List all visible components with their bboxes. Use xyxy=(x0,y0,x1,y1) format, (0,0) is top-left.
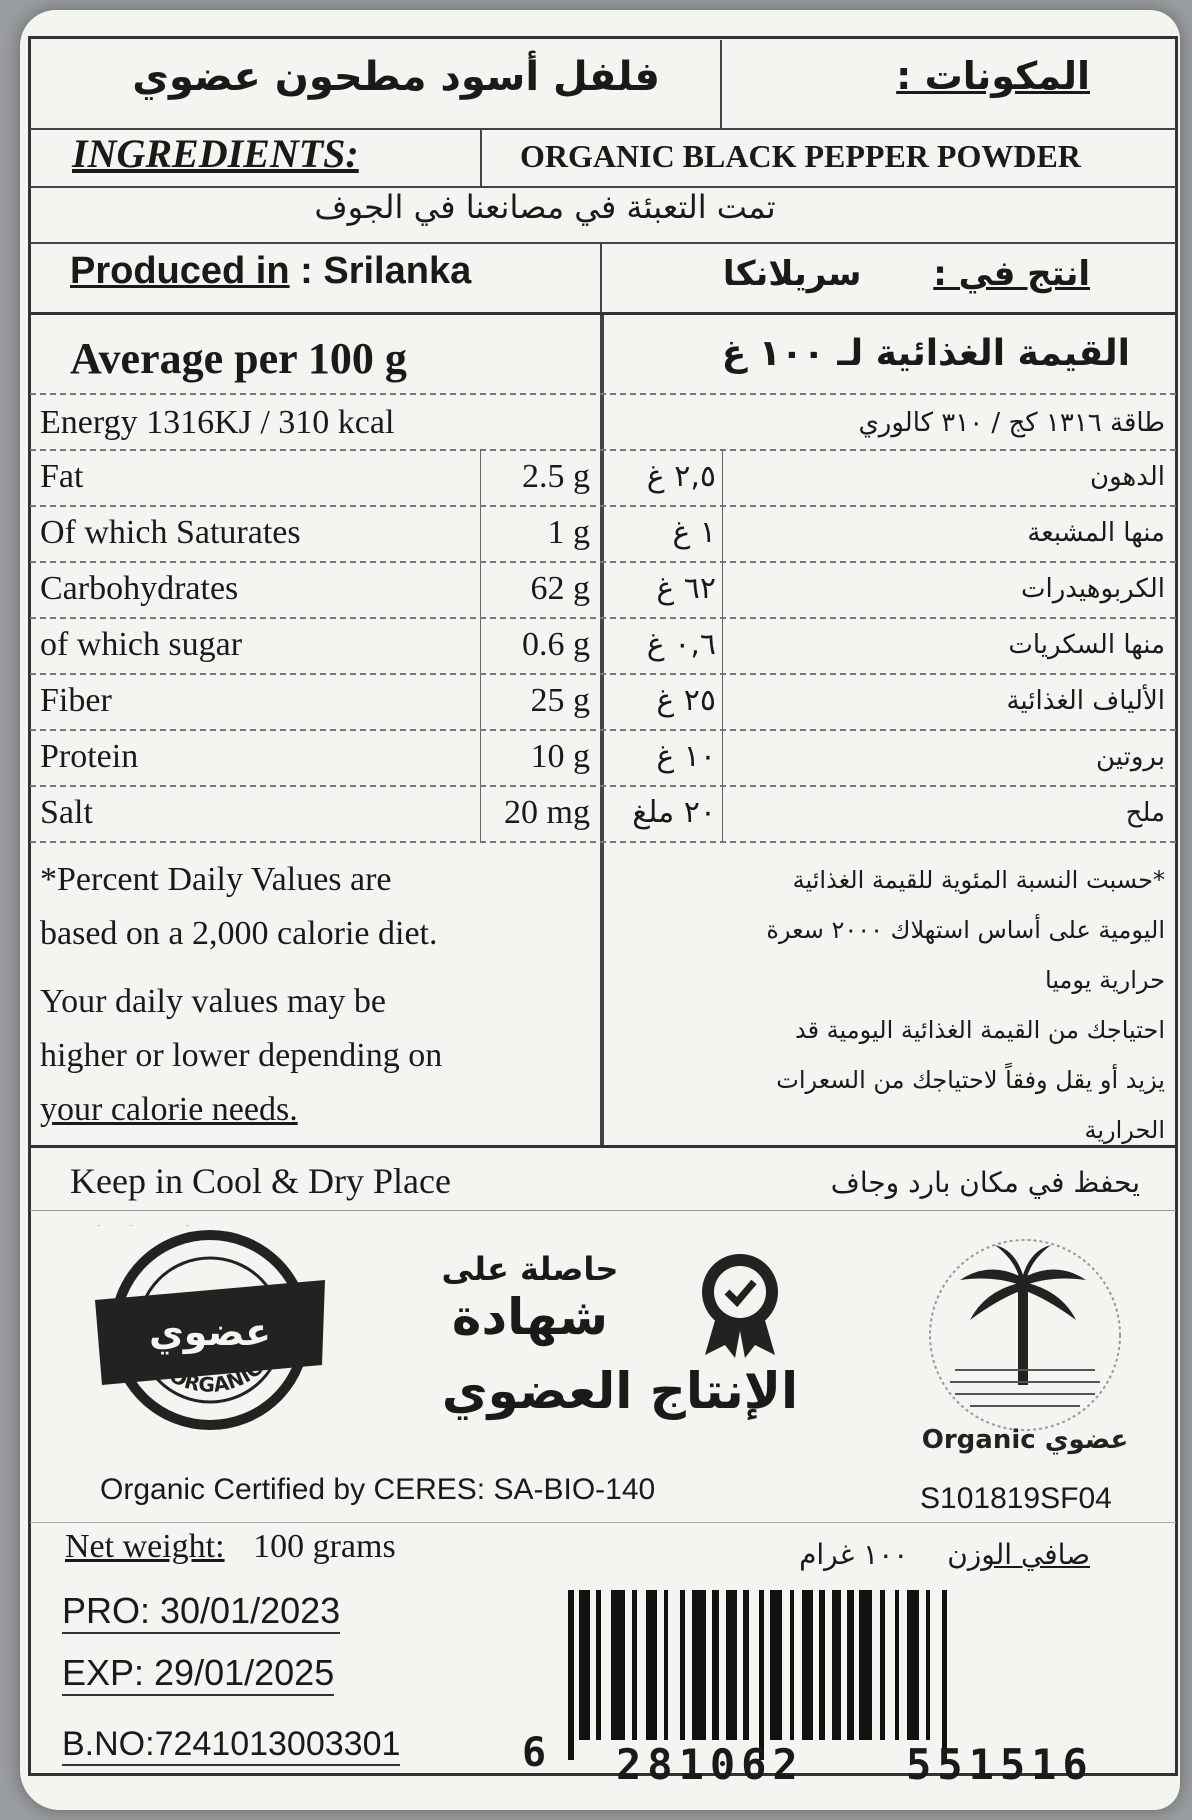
nutrition-row xyxy=(30,785,1176,841)
nutrient-value-ar: ٠,٦ غ xyxy=(646,627,716,662)
batch-number: B.NO:7241013003301 xyxy=(62,1725,400,1766)
production-date: PRO: 30/01/2023 xyxy=(62,1590,340,1634)
organic-seal-logo xyxy=(90,1225,330,1435)
certification-code: S101819SF04 xyxy=(920,1482,1112,1515)
nutrition-row xyxy=(30,561,1176,617)
produced-label-en: Produced in xyxy=(70,250,290,292)
nutrition-row xyxy=(30,449,1176,505)
produced-value-en: : Srilanka xyxy=(300,250,472,292)
barcode-bar xyxy=(802,1590,813,1740)
barcode-bar xyxy=(926,1590,930,1740)
nutrient-name-en: Fat xyxy=(40,458,84,495)
energy-ar: طاقة ١٣١٦ كج / ٣١٠ كالوري xyxy=(858,408,1165,438)
award-ribbon-check-icon xyxy=(690,1250,790,1360)
seal-text-ar: عضوي xyxy=(148,1310,272,1354)
barcode-bar xyxy=(692,1590,706,1740)
palm-tree-logo-icon xyxy=(900,1220,1150,1460)
nutrition-row xyxy=(30,617,1176,673)
nutrition-heading-ar: القيمة الغذائية لـ ١٠٠ غ xyxy=(721,333,1130,374)
dv-ar-line6: الحرارية xyxy=(1084,1116,1165,1144)
barcode-bar xyxy=(847,1590,854,1740)
nutrient-value-ar: ٢٠ ملغ xyxy=(632,795,716,830)
net-weight-label-ar: صافي الوزن xyxy=(947,1538,1090,1571)
nutrition-row xyxy=(30,505,1176,561)
dv-en-line1: *Percent Daily Values are xyxy=(40,861,392,898)
net-weight-en xyxy=(65,1528,396,1566)
palm-logo-text: Organic عضوي xyxy=(921,1425,1129,1455)
ingredients-label-en: INGREDIENTS: xyxy=(72,131,359,176)
nutrient-value-ar: ١٠ غ xyxy=(656,739,716,774)
barcode-bar xyxy=(611,1590,625,1740)
seal-text-top xyxy=(90,1225,193,1230)
cert-line2-ar: شهادة xyxy=(451,1288,609,1346)
nutrition-heading-en: Average per 100 g xyxy=(70,334,407,383)
certificate-block xyxy=(400,1250,860,1440)
nutrient-name-en: Carbohydrates xyxy=(40,570,239,607)
nutrient-name-en: Of which Saturates xyxy=(40,514,301,551)
barcode-bar xyxy=(579,1590,590,1740)
barcode-bar xyxy=(770,1590,783,1740)
barcode-bar xyxy=(907,1590,918,1740)
storage-en: Keep in Cool & Dry Place xyxy=(70,1161,451,1201)
nutrient-value-ar: ١ غ xyxy=(672,515,716,550)
nutrient-name-ar: الكربوهيدرات xyxy=(1021,574,1165,604)
barcode-bar xyxy=(942,1590,948,1760)
net-weight-label-en: Net weight: xyxy=(65,1528,225,1565)
nutrient-name-ar: منها المشبعة xyxy=(1027,518,1165,548)
storage-ar: يحفظ في مكان بارد وجاف xyxy=(830,1166,1140,1199)
barcode-bar xyxy=(859,1590,872,1740)
barcode-bar xyxy=(712,1590,719,1740)
barcode-bar xyxy=(743,1590,749,1740)
nutrition-table xyxy=(30,315,1176,1145)
nutrient-value-en: 62 g xyxy=(530,570,590,607)
barcode-bars xyxy=(568,1590,1158,1740)
cert-line1-ar: حاصلة على xyxy=(441,1250,619,1288)
produced-ar xyxy=(660,254,1090,294)
barcode-bar xyxy=(568,1590,574,1760)
ingredients-label-ar: المكونات : xyxy=(896,54,1090,98)
produced-value-ar: سريلانكا xyxy=(722,254,862,294)
nutrition-rows xyxy=(30,449,1176,841)
nutrient-value-ar: ٢٥ غ xyxy=(656,683,716,718)
product-name-ar: فلفل أسود مطحون عضوي xyxy=(132,54,660,100)
barcode-bar xyxy=(880,1590,886,1740)
packed-note-ar: تمت التعبئة في مصانعنا في الجوف xyxy=(314,188,776,226)
net-weight-value-ar: ١٠٠ غرام xyxy=(799,1538,909,1571)
certified-by: Organic Certified by CERES: SA-BIO-140 xyxy=(100,1473,656,1506)
barcode-bar xyxy=(819,1590,825,1740)
dv-ar-line5: يزيد أو يقل وفقاً لاحتياجك من السعرات xyxy=(776,1066,1165,1094)
energy-en: Energy 1316KJ / 310 kcal xyxy=(40,404,395,441)
dv-en-line3: Your daily values may be xyxy=(40,983,386,1020)
nutrient-name-ar: منها السكريات xyxy=(1008,630,1165,660)
barcode-bar xyxy=(895,1590,899,1740)
barcode-bar xyxy=(759,1590,765,1760)
nutrition-row xyxy=(30,729,1176,785)
barcode-group-2: 551516 xyxy=(906,1740,1094,1789)
barcode-bar xyxy=(596,1590,602,1740)
barcode-bar xyxy=(726,1590,737,1740)
dv-en-line4: higher or lower depending on xyxy=(40,1037,443,1074)
nutrient-name-ar: ملح xyxy=(1125,798,1165,828)
nutrient-value-ar: ٢,٥ غ xyxy=(646,459,716,494)
expiry-date: EXP: 29/01/2025 xyxy=(62,1652,334,1696)
barcode xyxy=(510,1590,1160,1790)
dv-ar-line1: *حسبت النسبة المئوية للقيمة الغذائية xyxy=(792,866,1165,894)
net-weight-value-en: 100 grams xyxy=(253,1528,396,1565)
nutrient-value-en: 2.5 g xyxy=(522,458,590,495)
daily-values-en xyxy=(40,853,580,1137)
dv-ar-line4: احتياجك من القيمة الغذائية اليومية قد xyxy=(794,1016,1165,1044)
product-label xyxy=(20,10,1180,1810)
barcode-bar xyxy=(832,1590,842,1740)
palm-organic-logo xyxy=(900,1220,1150,1460)
organic-seal-icon xyxy=(90,1225,330,1435)
nutrient-name-en: of which sugar xyxy=(40,626,243,663)
barcode-bar xyxy=(790,1590,794,1740)
nutrient-value-en: 25 g xyxy=(530,682,590,719)
barcode-bar xyxy=(646,1590,657,1740)
nutrient-value-en: 0.6 g xyxy=(522,626,590,663)
barcode-group-1: 281062 xyxy=(616,1740,804,1789)
barcode-digit-1: 6 xyxy=(522,1730,547,1776)
dv-en-line5: your calorie needs. xyxy=(40,1091,298,1128)
dv-ar-line3: حرارية يوميا xyxy=(1045,966,1165,994)
cert-line3-ar: الإنتاج العضوي xyxy=(441,1362,799,1420)
seal-text-bottom: ORGANIC xyxy=(165,1355,267,1397)
nutrient-name-ar: الدهون xyxy=(1089,462,1165,492)
nutrition-row xyxy=(30,673,1176,729)
produced-label-ar: انتج في : xyxy=(933,254,1090,294)
nutrient-name-ar: الألياف الغذائية xyxy=(1006,686,1165,716)
nutrient-name-ar: بروتين xyxy=(1095,742,1165,772)
barcode-bar xyxy=(680,1590,686,1740)
ingredients-value-en: ORGANIC BLACK PEPPER POWDER xyxy=(520,138,1081,174)
nutrient-value-ar: ٦٢ غ xyxy=(656,571,716,606)
dv-ar-line2: اليومية على أساس استهلاك ٢٠٠٠ سعرة xyxy=(766,916,1165,944)
daily-values-ar xyxy=(620,855,1165,1155)
net-weight-ar xyxy=(640,1538,1090,1571)
barcode-bar xyxy=(664,1590,668,1740)
dv-en-line2: based on a 2,000 calorie diet. xyxy=(40,915,438,952)
barcode-bar xyxy=(632,1590,638,1740)
nutrient-name-en: Fiber xyxy=(40,682,112,719)
nutrient-name-en: Salt xyxy=(40,794,93,831)
nutrient-value-en: 10 g xyxy=(530,738,590,775)
nutrient-value-en: 1 g xyxy=(547,514,590,551)
nutrient-name-en: Protein xyxy=(40,738,139,775)
nutrient-value-en: 20 mg xyxy=(504,794,590,831)
